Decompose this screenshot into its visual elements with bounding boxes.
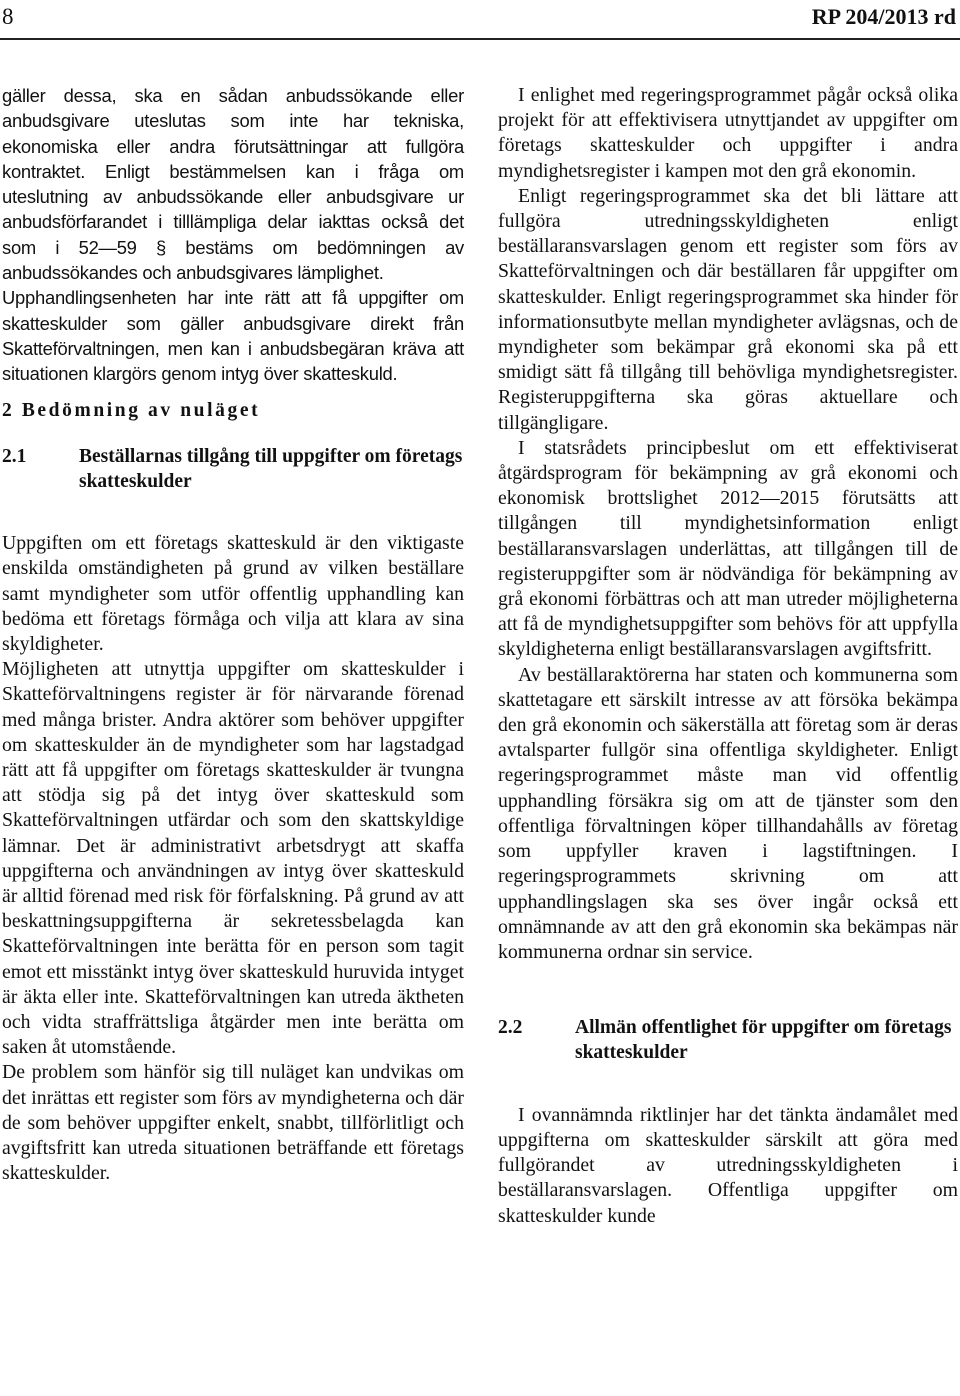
- document-reference: RP 204/2013 rd: [811, 4, 956, 29]
- right-column: [498, 83, 958, 1229]
- heading-spacer: [498, 1066, 958, 1103]
- subsection-heading-2-2: [498, 1015, 958, 1066]
- paragraph-right-5: I ovannämnda riktlinjer har det tänkta ändamålet med uppgifterna om skatteskulder särskilt att göra med fullgörandet av utredningsskyldigheten i beställaransvarslagen. Offentliga uppgifter om skatteskulder kunde: [498, 1103, 958, 1227]
- page-number: 8: [2, 4, 14, 29]
- paragraph-right-4: Av beställaraktörerna har staten och kommunerna som skattetagare ett särskilt intresse av att försöka bekämpa den grå ekonomin och säkerställa att företag som är deras avtalsparter fullgör sina offentliga skyldigheter. Enligt regeringsprogrammet måste man vid offentlig upphandling försäkra sig om att de tjänster som den offentliga förvaltningen köper tillhandahålls av företag som uppfyller kraven i lagstiftningen. I regeringsprogrammets skrivning om att upphandlingslagen ska ses över ingår också ett omnämnande av att den grå ekonomin ska bekämpas när kommunerna ordnar sin service.: [498, 663, 958, 963]
- subsection-number: 2.2: [498, 1017, 523, 1039]
- subsection-title: Beställarnas tillgång till uppgifter om företags skatteskulder: [79, 445, 463, 492]
- left-column: [2, 83, 464, 1186]
- subsection-heading-2-1: [2, 444, 464, 495]
- paragraph-left-4: Möjligheten att utnyttja uppgifter om skatteskulder i Skatteförvaltningens register är för närvarande förenad med många brister. Andra aktörer som behöver uppgifter om skatteskulder än de myndigheter som har lagstadgad rätt att få uppgifter om företags skatteskulder är tvungna att stödja sig på det intyg över skatteskuld som Skatteförvaltningen utfärdar och som den skattskyldige lämnar. Det är administrativt arbetsdrygt att skaffa uppgifterna och användningen av intyg över skatteskuld är alltid förenad med risk för förfalskning. På grund av att beskattningsuppgifterna är sekretessbelagda kan Skatteförvaltningen inte berätta för en person som tagit emot ett misstänkt intyg över skatteskuld huruvida intyget är äkta eller inte. Skatteförvaltningen kan utreda äktheten och vidta straffrättsliga åtgärder men inte berätta om saken åt utomstående.: [2, 658, 464, 1059]
- paragraph-left-1: gäller dessa, ska en sådan anbudssökande eller anbudsgivare uteslutas som inte har tekniska, ekonomiska eller andra förutsättningar att fullgöra kontraktet. Enligt bestämmelsen kan i fråga om uteslutning av anbudssökande eller anbudsgivare ur anbudsförfarandet i tilllämpliga delar iakttas också det som i 52—59 § bestäms om bedömningen av anbudssökandes och anbudsgivares lämplighet.: [2, 85, 464, 284]
- paragraph-left-5: De problem som hänför sig till nuläget kan undvikas om det inrättas ett register som förs av myndigheterna och där de som behöver uppgifter enkelt, snabbt, tillförlitligt och avgiftsfritt kan utreda situationen beträffande ett företags skatteskulder.: [2, 1061, 464, 1185]
- section-heading: 2 Bedömning av nuläget: [2, 399, 261, 421]
- paragraph-right-2: Enligt regeringsprogrammet ska det bli lättare att fullgöra utredningsskyldigheten enligt beställaransvarslagen genom ett register som förs av Skatteförvaltningen och där beställaren får uppgifter om skatteskulder. Enligt regeringsprogrammet ska hinder för informationsutbyte mellan myndigheter avlägsnas, och de myndigheter som bekämpar grå ekonomi ska på ett smidigt sätt få tillgång till behövliga myndighetsregister. Registeruppgifterna ska göras aktuellare och tillgängligare.: [498, 184, 958, 434]
- header-rule: [0, 38, 960, 40]
- paragraph-left-3: Uppgiften om ett företags skatteskuld är den viktigaste enskilda omständigheten på grund av vilken beställare samt myndigheter som utför offentlig upphandling kan bedöma ett företags förmåga och vilja att klara av sina skyldigheter.: [2, 532, 464, 655]
- paragraph-left-2: Upphandlingsenheten har inte rätt att få uppgifter om skatteskulder som gäller anbudsgivare direkt från Skatteförvaltningen, men kan i anbudsbegäran kräva att situationen klargörs genom intyg över skatteskuld.: [2, 287, 464, 385]
- subsection-title: Allmän offentlighet för uppgifter om företags skatteskulder: [575, 1017, 952, 1064]
- paragraph-right-3: I statsrådets principbeslut om ett effektiviserat åtgärdsprogram för bekämpning av grå ekonomi och ekonomisk brottslighet 2012—2015 förutsätts att tillgången till myndighetsinformation enligt beställaransvarslagen underlättas, att tillgången till de registeruppgifter som är nödvändiga för bekämpning av grå ekonomi förbättras och att man utreder möjligheterna att få de myndighetsuppgifter som behövs för att uppfylla skyldigheterna enligt beställaransvarslagen avgiftsfritt.: [498, 436, 958, 661]
- subsection-number: 2.1: [2, 445, 27, 467]
- heading-spacer: [2, 494, 464, 531]
- paragraph-right-1: I enlighet med regeringsprogrammet pågår också olika projekt för att effektivisera utnyttjandet av uppgifter om företags skatteskulder och uppgifter i andra myndighetsregister i kampen mot den grå ekonomin.: [498, 84, 958, 182]
